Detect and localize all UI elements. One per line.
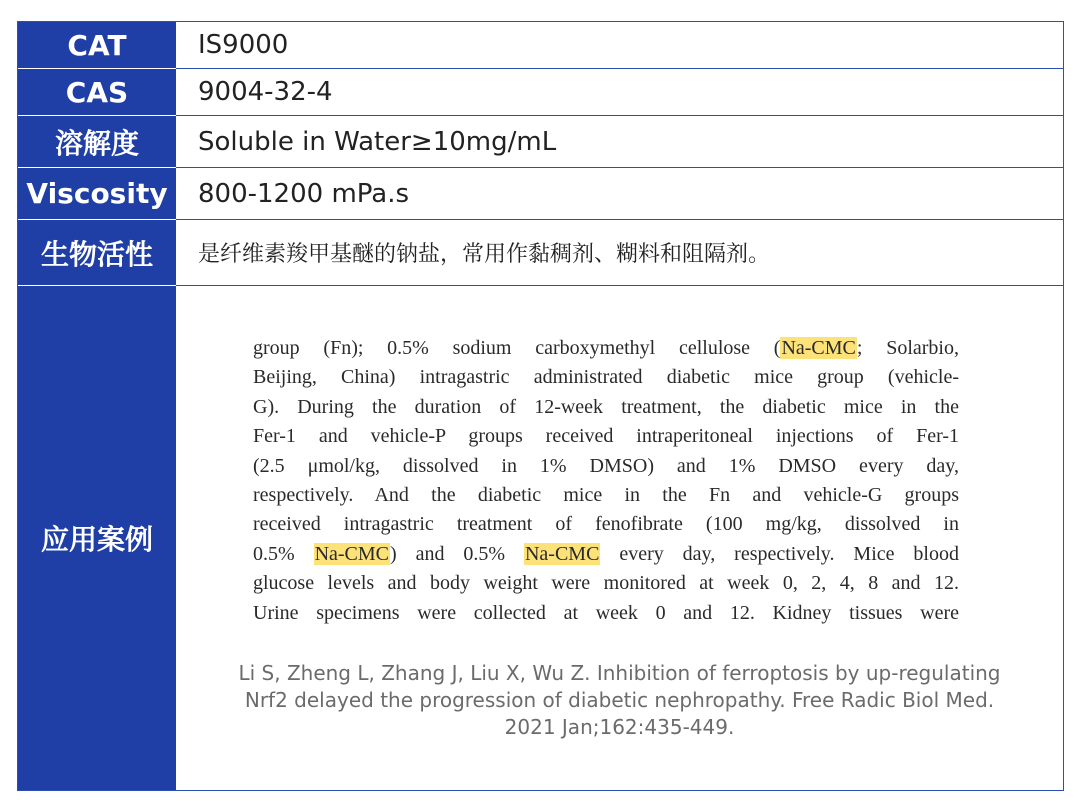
highlighted-term: Na-CMC <box>781 337 856 359</box>
application-content <box>176 286 1063 790</box>
label-cas: CAS <box>18 69 176 116</box>
excerpt-line <box>253 481 959 510</box>
value-solubility: Soluble in Water≥10mg/mL <box>176 116 1063 168</box>
value-bioactivity: 是纤维素羧甲基醚的钠盐，常用作黏稠剂、糊料和阻隔剂。 <box>176 220 1063 286</box>
row-solubility <box>18 116 1063 168</box>
excerpt-text: glucose levels and body weight were monitored at week 0, 2, 4, 8 and 12. <box>253 572 959 595</box>
highlighted-term: Na-CMC <box>524 542 600 565</box>
excerpt-text: ) and 0.5% <box>390 542 524 565</box>
excerpt-line <box>253 452 959 481</box>
excerpt-text: Beijing, China) intragastric administrated diabetic mice group (vehicle- <box>253 366 959 389</box>
excerpt-text: 0.5% <box>253 542 314 565</box>
excerpt-text: ; Solarbio, <box>856 337 959 359</box>
label-solubility: 溶解度 <box>18 116 176 168</box>
highlighted-term: Na-CMC <box>314 542 390 565</box>
value-viscosity: 800-1200 mPa.s <box>176 168 1063 220</box>
excerpt-text: G). During the duration of 12-week treatment, the diabetic mice in the <box>253 395 959 418</box>
excerpt-text: group (Fn); 0.5% sodium carboxymethyl cellulose ( <box>253 337 781 359</box>
citation-line: 2021 Jan;162:435-449. <box>504 715 735 739</box>
excerpt-text: respectively. And the diabetic mice in the Fn and vehicle-G groups <box>253 484 959 507</box>
excerpt-line <box>253 540 959 569</box>
value-cas: 9004-32-4 <box>176 69 1063 116</box>
label-application: 应用案例 <box>18 286 176 790</box>
label-bioactivity: 生物活性 <box>18 220 176 286</box>
row-application <box>18 286 1063 790</box>
citation-line: Li S, Zheng L, Zhang J, Liu X, Wu Z. Inhibition of ferroptosis by up-regulating <box>238 661 1001 685</box>
label-cat: CAT <box>18 22 176 69</box>
excerpt-line <box>253 363 959 392</box>
row-viscosity <box>18 168 1063 220</box>
excerpt-line <box>253 569 959 598</box>
excerpt-line <box>253 334 959 363</box>
excerpt-text: every day, respectively. Mice blood <box>600 542 959 565</box>
product-info-table <box>17 21 1064 791</box>
row-cas <box>18 69 1063 116</box>
excerpt-line <box>253 393 959 422</box>
excerpt-line <box>253 510 959 539</box>
paper-citation <box>176 660 1063 741</box>
citation-line: Nrf2 delayed the progression of diabetic nephropathy. Free Radic Biol Med. <box>244 688 995 712</box>
excerpt-text: received intragastric treatment of fenofibrate (100 mg/kg, dissolved in <box>253 513 959 536</box>
paper-excerpt <box>253 334 959 628</box>
excerpt-text: (2.5 μmol/kg, dissolved in 1% DMSO) and 1% DMSO every day, <box>253 454 959 477</box>
label-viscosity: Viscosity <box>18 168 176 220</box>
excerpt-line <box>253 599 959 628</box>
value-cat: IS9000 <box>176 22 1063 69</box>
row-bioactivity <box>18 220 1063 286</box>
excerpt-line <box>253 422 959 451</box>
row-cat <box>18 22 1063 69</box>
excerpt-text: Urine specimens were collected at week 0 and 12. Kidney tissues were <box>253 601 959 624</box>
excerpt-text: Fer-1 and vehicle-P groups received intraperitoneal injections of Fer-1 <box>253 425 959 448</box>
